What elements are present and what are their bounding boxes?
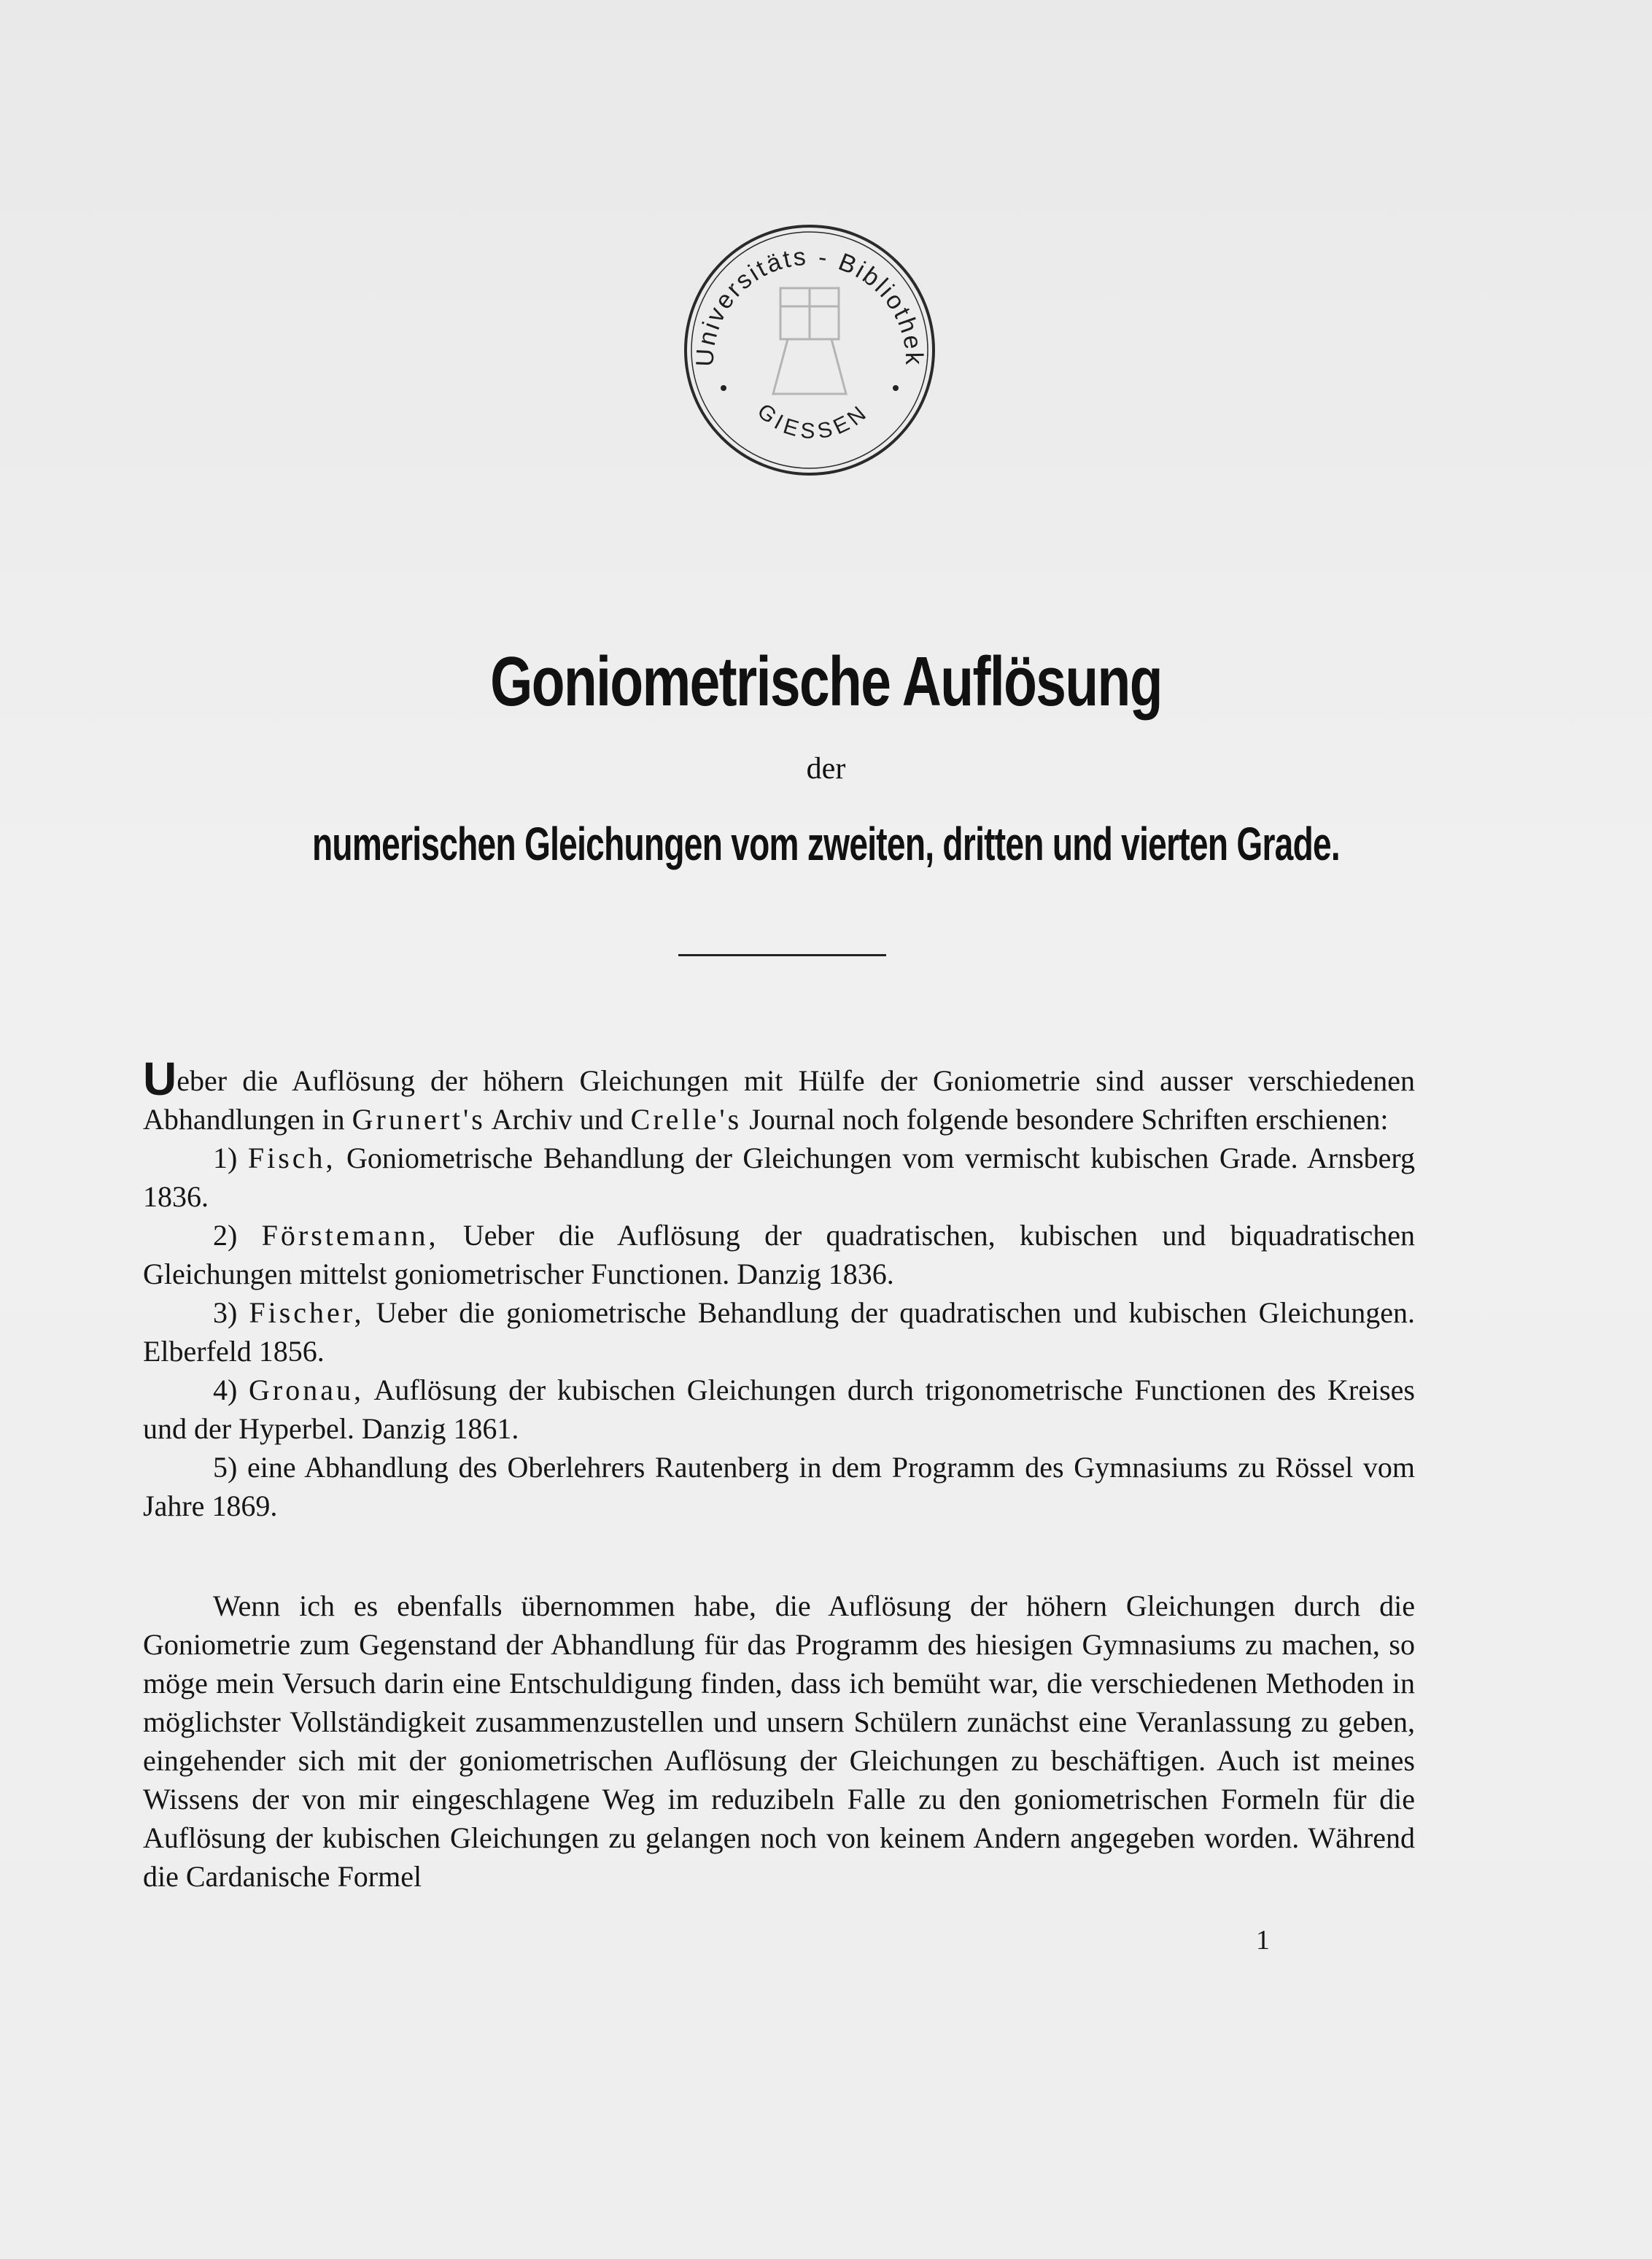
list-number: 5) xyxy=(213,1451,238,1484)
svg-text:GIESSEN xyxy=(753,399,874,443)
intro-text-c: Journal noch folgende besondere Schriften erschienen: xyxy=(742,1103,1389,1136)
list-author: Gronau, xyxy=(249,1373,364,1406)
author-grunert: Grunert's xyxy=(352,1103,486,1136)
stamp-lower-text: GIESSEN xyxy=(752,399,875,444)
list-text: Auflösung der kubischen Gleichungen durch trigonometrische Functionen des Kreises und der Hyperbel. Danzig 1861. xyxy=(143,1373,1416,1445)
title-divider xyxy=(678,954,886,956)
list-item xyxy=(143,1371,1415,1448)
list-author: Förstemann, xyxy=(261,1219,439,1252)
list-number: 2) xyxy=(213,1219,238,1252)
list-text: Ueber die Auflösung der quadratischen, kubischen und biquadratischen Gleichungen mittelst goniometrischer Functionen. Danzig 1836. xyxy=(143,1219,1415,1290)
list-text: Ueber die goniometrische Behandlung der quadratischen und kubischen Gleichungen. Elberfeld 1856. xyxy=(143,1296,1416,1368)
page-number: 1 xyxy=(1256,1925,1270,1956)
author-crelle: Crelle's xyxy=(630,1103,742,1136)
intro-text xyxy=(143,1053,1415,1139)
stamp-emblem-icon xyxy=(773,288,846,394)
list-text: Goniometrische Behandlung der Gleichungen vom vermischt kubischen Grade. Arnsberg 1836. xyxy=(143,1142,1416,1213)
list-item xyxy=(143,1448,1415,1525)
list-number: 3) xyxy=(213,1296,238,1329)
list-number: 1) xyxy=(213,1142,238,1174)
list-number: 4) xyxy=(213,1373,238,1406)
main-paragraph: Wenn ich es ebenfalls übernommen habe, die Auflösung der höhern Gleichungen durch die Goniometrie zum Gegenstand der Abhandlung für das Programm des hiesigen Gymnasiums zu machen, so möge mein Versuch darin eine Entschuldigung finden, dass ich bemüht war, die verschiedenen Methoden in möglichster Vollständigkeit zusammenzustellen und unsern Schülern zunächst eine Veranlassung zu geben, eingehender sich mit der goniometrischen Auflösung der Gleichungen zu beschäftigen. Auch ist meines Wissens der von mir eingeschlagene Weg im reduzibeln Falle zu den goniometrischen Formeln für die Auflösung der kubischen Gleichungen zu gelangen noch von keinem Andern angegeben worden. Während die Cardanische Formel xyxy=(143,1589,1415,1893)
list-text: eine Abhandlung des Oberlehrers Rautenberg in dem Programm des Gymnasiums zu Rössel vom Jahre 1869. xyxy=(143,1451,1415,1522)
list-item xyxy=(143,1216,1415,1293)
title-connector: der xyxy=(806,752,846,786)
list-item xyxy=(143,1293,1415,1371)
list-author: Fisch, xyxy=(247,1142,336,1174)
page-subtitle: numerischen Gleichungen vom zweiten, dritten und vierten Grade. xyxy=(312,818,1340,870)
stamp-upper-text: Universitäts - Bibliothek xyxy=(691,242,928,368)
drop-initial: U xyxy=(143,1053,177,1105)
intro-text-a: eber die Auflösung der höhern Gleichungen mit Hülfe der Goniometrie sind ausser verschiedenen Abhandlungen in xyxy=(143,1064,1415,1136)
intro-paragraph xyxy=(143,1053,1416,1525)
list-author: Fischer, xyxy=(249,1296,365,1329)
page-title: Goniometrische Auflösung xyxy=(490,643,1162,721)
intro-text-b: Archiv und xyxy=(485,1103,631,1136)
list-item xyxy=(143,1139,1415,1216)
library-stamp xyxy=(678,219,941,481)
